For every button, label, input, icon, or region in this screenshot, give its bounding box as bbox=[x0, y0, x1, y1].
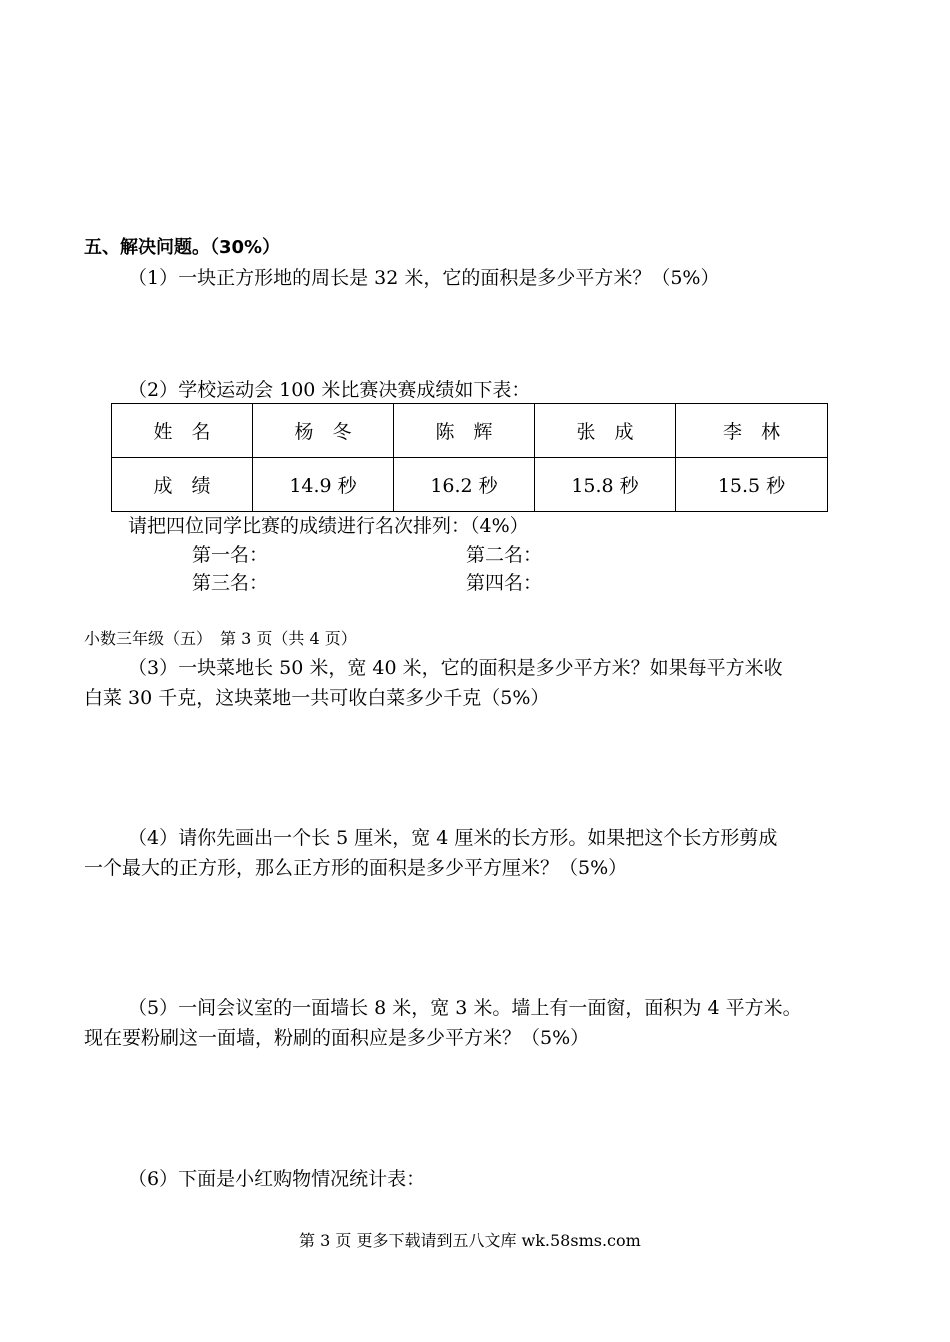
question-3-line1: （3）一块菜地长 50 米，宽 40 米，它的面积是多少平方米？如果每平方米收 bbox=[128, 657, 783, 679]
question-4-line2: 一个最大的正方形，那么正方形的面积是多少平方厘米？（5%） bbox=[84, 857, 628, 879]
question-5-line2: 现在要粉刷这一面墙，粉刷的面积应是多少平方米？（5%） bbox=[84, 1027, 590, 1049]
question-4-line1: （4）请你先画出一个长 5 厘米，宽 4 厘米的长方形。如果把这个长方形剪成 bbox=[128, 827, 778, 849]
rank-prompt: 请把四位同学比赛的成绩进行名次排列：（4%） bbox=[128, 515, 529, 537]
question-6: （6）下面是小红购物情况统计表： bbox=[128, 1168, 426, 1190]
athlete-score: 15.5 秒 bbox=[676, 458, 828, 512]
table-row bbox=[112, 458, 828, 512]
results-table bbox=[111, 403, 828, 512]
rank-first: 第一名： bbox=[192, 544, 269, 566]
athlete-score: 15.8 秒 bbox=[535, 458, 676, 512]
page-marker: 小数三年级（五） 第 3 页（共 4 页） bbox=[84, 629, 357, 648]
athlete-name: 张 成 bbox=[535, 404, 676, 458]
rank-fourth: 第四名： bbox=[466, 572, 543, 594]
rank-second: 第二名： bbox=[466, 544, 543, 566]
question-1: （1）一块正方形地的周长是 32 米，它的面积是多少平方米？（5%） bbox=[128, 267, 720, 289]
athlete-score: 16.2 秒 bbox=[394, 458, 535, 512]
page-footer: 第 3 页 更多下载请到五八文库 wk.58sms.com bbox=[299, 1231, 641, 1250]
athlete-name: 李 林 bbox=[676, 404, 828, 458]
row-header-name: 姓 名 bbox=[112, 404, 253, 458]
athlete-name: 陈 辉 bbox=[394, 404, 535, 458]
section-title: 五、解决问题。（30%） bbox=[84, 237, 281, 258]
question-5-line1: （5）一间会议室的一面墙长 8 米，宽 3 米。墙上有一面窗，面积为 4 平方米。 bbox=[128, 997, 802, 1019]
table-row bbox=[112, 404, 828, 458]
question-2-intro: （2）学校运动会 100 米比赛决赛成绩如下表： bbox=[128, 379, 531, 401]
row-header-score: 成 绩 bbox=[112, 458, 253, 512]
question-3-line2: 白菜 30 千克，这块菜地一共可收白菜多少千克（5%） bbox=[84, 687, 550, 709]
rank-third: 第三名： bbox=[192, 572, 269, 594]
athlete-score: 14.9 秒 bbox=[253, 458, 394, 512]
athlete-name: 杨 冬 bbox=[253, 404, 394, 458]
